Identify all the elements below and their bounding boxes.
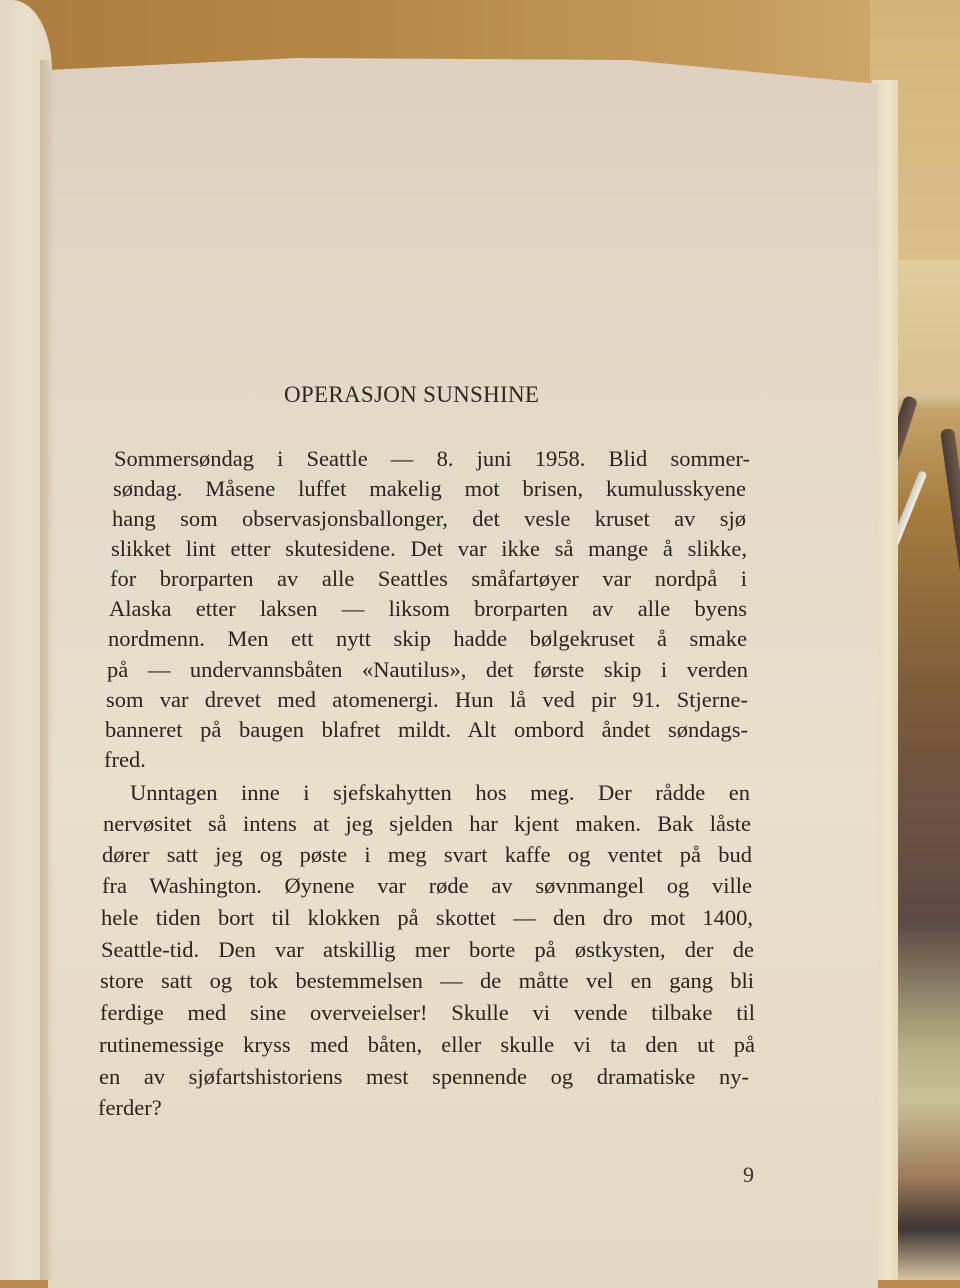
text-line: store satt og tok bestemmelsen — de måtte vel en gang bli [100, 968, 754, 993]
text-line: slikket lint etter skutesidene. Det var ikke så mange å slikke, [111, 536, 747, 561]
chapter-title: OPERASJON SUNSHINE [284, 382, 540, 407]
text-line: dører satt jeg og pøste i meg svart kaffe og ventet på bud [102, 842, 752, 867]
text-line: banneret på baugen blafret mildt. Alt ombord åndet søndags- [105, 717, 748, 742]
text-line: Sommersøndag i Seattle — 8. juni 1958. Blid sommer- [114, 446, 750, 471]
text-line: hang som observasjonsballonger, det vesle kruset av sjø [112, 506, 746, 531]
text-line: en av sjøfartshistoriens mest spennende og dramatiske ny- [99, 1064, 749, 1089]
text-line: hele tiden bort til klokken på skottet — den dro mot 1400, [101, 905, 753, 930]
text-line: ferdige med sine overveielser! Skulle vi vende tilbake til [100, 1000, 755, 1025]
text-line: som var drevet med atomenergi. Hun lå ved pir 91. Stjerne- [106, 687, 748, 712]
text-line: nervøsitet så intens at jeg sjelden har kjent maken. Bak låste [103, 811, 751, 836]
text-line: nordmenn. Men ett nytt skip hadde bølgekruset å smake [108, 626, 747, 651]
text-line: rutinemessige kryss med båten, eller skulle vi ta den ut på [99, 1032, 755, 1057]
text-line: søndag. Måsene luffet makelig mot brisen, kumulusskyene [113, 476, 746, 501]
page-number: 9 [743, 1162, 754, 1187]
text-line: for brorparten av alle Seattles småfartøyer var nordpå i [110, 566, 747, 591]
text-line: fra Washington. Øynene var røde av søvnmangel og ville [102, 873, 752, 898]
text-line: Seattle-tid. Den var atskillig mer borte på østkysten, der de [101, 937, 754, 962]
text-line: Alaska etter laksen — liksom brorparten av alle byens [109, 596, 747, 621]
text-line: Unntagen inne i sjefskahytten hos meg. Der rådde en [130, 780, 750, 805]
text-line: på — undervannsbåten «Nautilus», det første skip i verden [107, 657, 748, 682]
text-line: ferder? [98, 1095, 162, 1120]
text-line: fred. [104, 747, 146, 772]
